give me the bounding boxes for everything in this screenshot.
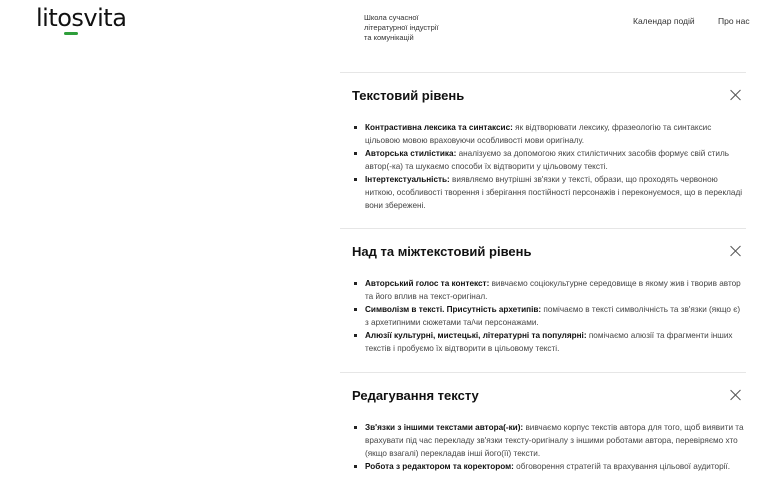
nav-about[interactable]: Про нас <box>718 16 750 26</box>
item-text: помічаємо в тексті символічність та зв'язки (якщо є) з архетипними сюжетами та/чи персонажами. <box>365 305 741 327</box>
nav-calendar[interactable]: Календар подій <box>633 16 695 26</box>
item-text: обговорення стратегій та врахування цільової аудиторії. <box>513 462 730 471</box>
section-editing <box>340 372 746 473</box>
close-icon[interactable] <box>730 89 742 101</box>
list-item <box>354 303 746 329</box>
section-text-level <box>340 72 746 212</box>
list-item <box>354 121 746 147</box>
item-term: Інтертекстуальність: <box>365 175 450 184</box>
item-term: Авторський голос та контекст: <box>365 279 490 288</box>
logo-mark-icon <box>64 32 78 35</box>
list-item <box>354 460 746 473</box>
section-title[interactable]: Текстовий рівень <box>352 88 465 103</box>
list-item <box>354 147 746 173</box>
section-intertext-level <box>340 228 746 355</box>
item-term: Алюзії культурні, мистецькі, літературні та популярні: <box>365 331 587 340</box>
item-text: аналізуємо за допомогою яких стилістичних засобів формує свій стиль автор(-ка) та шукаємо способи їх відтворити у цільовому тексті. <box>365 149 730 171</box>
item-list <box>354 421 746 473</box>
section-title[interactable]: Редагування тексту <box>352 388 479 403</box>
close-icon[interactable] <box>730 245 742 257</box>
section-title[interactable]: Над та міжтекстовий рівень <box>352 244 532 259</box>
item-term: Символізм в тексті. Присутність архетипів: <box>365 305 542 314</box>
close-icon[interactable] <box>730 389 742 401</box>
tagline <box>364 13 464 43</box>
item-term: Авторська стилістика: <box>365 149 457 158</box>
list-item <box>354 329 746 355</box>
item-term: Контрастивна лексика та синтаксис: <box>365 123 513 132</box>
item-list <box>354 121 746 212</box>
item-term: Зв'язки з іншими текстами автора(-ки): <box>365 423 524 432</box>
tagline-line: літературної індустрії <box>364 23 439 32</box>
logo[interactable]: litosvita <box>36 4 127 32</box>
tagline-line: та комунікацій <box>364 33 414 42</box>
item-text: виявляємо внутрішні зв'язки у тексті, образи, що проходять червоною ниткою, особливості творення і зберігання постійності персонажів і переконуємося, що в перекладі вони збережені. <box>365 175 743 210</box>
item-term: Робота з редактором та коректором: <box>365 462 514 471</box>
item-text: вивчаємо соціокультурне середовище в якому жив і творив автор та його вплив на текст-оригінал. <box>365 279 741 301</box>
item-text: вивчаємо корпус текстів автора для того, щоб виявити та врахувати під час перекладу зв'язки тексту-оригіналу з іншими роботами автора, перевіряємо хто (якщо взагалі) перекладав інші його(її) тексти. <box>365 423 744 458</box>
item-text: помічаємо алюзії та фрагменти інших текстів і пробуємо їх відтворити в цільовому тексті. <box>365 331 733 353</box>
list-item <box>354 173 746 212</box>
item-text: як відтворювати лексику, фразеологію та синтаксис цільовою мовою враховуючи особливості мови оригіналу. <box>365 123 712 145</box>
list-item <box>354 277 746 303</box>
list-item <box>354 421 746 460</box>
tagline-line: Школа сучасної <box>364 13 419 22</box>
item-list <box>354 277 746 355</box>
